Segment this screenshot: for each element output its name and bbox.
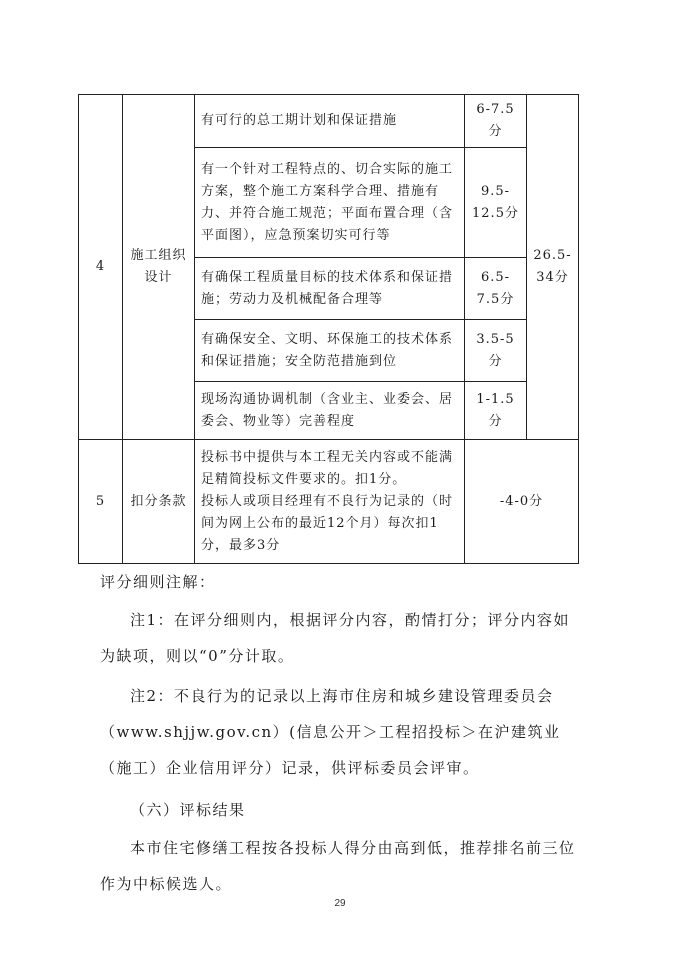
points-cell: -4-0分 (465, 440, 579, 564)
points-cell: 6-7.5分 (465, 95, 527, 148)
table-row (79, 95, 579, 148)
criteria-cell (195, 440, 465, 564)
note-2: 注2：不良行为的记录以上海市住房和城乡建设管理委员会（www.shjjw.gov.cn）(信息公开＞工程招投标＞在沪建筑业（施工）企业信用评分）记录，供评标委员会评审。 (100, 687, 561, 777)
scoring-table (78, 94, 579, 564)
points-cell: 6.5-7.5分 (465, 258, 527, 320)
page-number: 29 (334, 898, 346, 909)
notes-heading: 评分细则注解： (100, 573, 216, 591)
notes-section (100, 566, 580, 902)
criteria-cell: 有确保安全、文明、环保施工的技术体系和保证措施；安全防范措施到位 (195, 320, 465, 382)
section-title: （六）评标结果 (130, 801, 246, 819)
result-paragraph: 本市住宅修缮工程按各投标人得分由高到低，推荐排名前三位作为中标候选人。 (100, 839, 576, 893)
item-number: 4 (79, 95, 123, 440)
item-number: 5 (79, 440, 123, 564)
note-1: 注1：在评分细则内，根据评分内容，酌情打分；评分内容如为缺项，则以“0”分计取。 (100, 611, 571, 665)
criteria-cell: 有一个针对工程特点的、切合实际的施工方案，整个施工方案科学合理、措施有力、并符合施工规范；平面布置合理（含平面图），应急预案切实可行等 (195, 148, 465, 258)
criteria-cell: 现场沟通协调机制（含业主、业委会、居委会、物业等）完善程度 (195, 382, 465, 440)
criteria-cell: 有确保工程质量目标的技术体系和保证措施；劳动力及机械配备合理等 (195, 258, 465, 320)
criteria-cell: 有可行的总工期计划和保证措施 (195, 95, 465, 148)
table-row (79, 440, 579, 564)
criteria-line: 投标人或项目经理有不良行为记录的（时间为网上公布的最近12个月）每次扣1分，最多3分 (201, 493, 454, 553)
points-cell: 1-1.5分 (465, 382, 527, 440)
points-cell: 3.5-5分 (465, 320, 527, 382)
item-name: 施工组织设计 (123, 95, 195, 440)
item-name: 扣分条款 (123, 440, 195, 564)
criteria-line: 投标书中提供与本工程无关内容或不能满足精简投标文件要求的。扣1分。 (201, 449, 454, 487)
total-points-cell: 26.5-34分 (527, 95, 579, 440)
points-cell: 9.5-12.5分 (465, 148, 527, 258)
